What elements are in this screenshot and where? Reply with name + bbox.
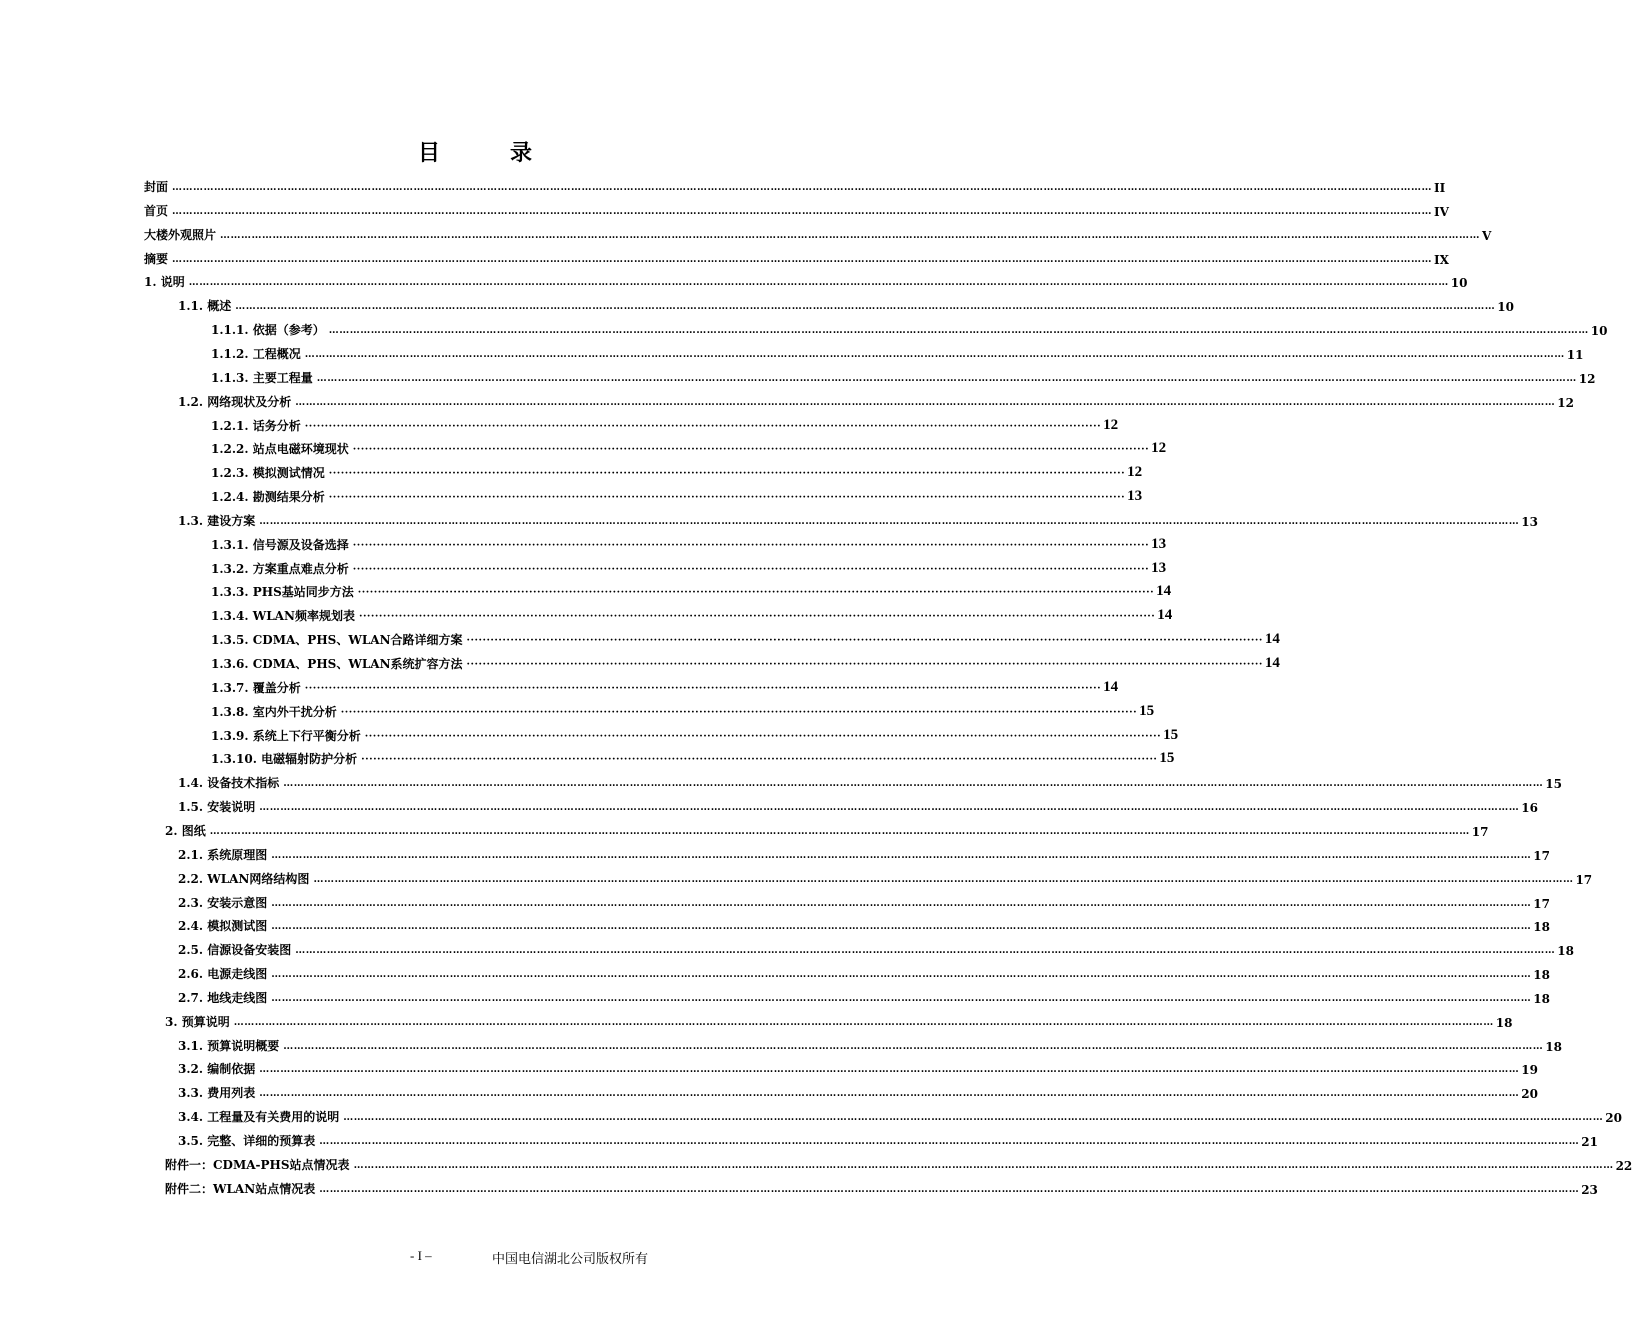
- toc-entry-label: 2.7. 地线走线图: [178, 991, 268, 1005]
- toc-entry-page: 18: [1495, 1016, 1513, 1030]
- toc-entry-page: 12: [1127, 464, 1143, 480]
- toc-entry-label: 附件二：WLAN站点情况表: [165, 1182, 316, 1196]
- toc-entry-page: V: [1482, 229, 1492, 243]
- toc-leader-dots: ………………………………………………………………………………………………………………………………………………………………………………………………………………………………………………………………………………………………………………………………: [271, 969, 1532, 980]
- toc-leader-dots: ………………………………………………………………………………………………………………………………………………………………………………………………………………………………………………………………………………………………………………………………: [220, 230, 1481, 241]
- toc-leader-dots: ………………………………………………………………………………………………………………………………………………………………………………………………………………………………………………………………………………………………………………………………: [328, 325, 1589, 336]
- toc-entry-label: 1.3.4. WLAN频率规划表: [211, 609, 355, 623]
- toc-entry-label: 2.5. 信源设备安装图: [178, 943, 292, 957]
- toc-entry-label: 1.5. 安装说明: [178, 800, 256, 814]
- toc-entry-label: 1.2.2. 站点电磁环境现状: [211, 442, 349, 456]
- toc-entry-page: 17: [1533, 897, 1550, 911]
- toc-entry[interactable]: [178, 845, 1550, 863]
- toc-leader-dots: ········································································································································································································: [352, 564, 1150, 575]
- toc-entry-page: 14: [1157, 607, 1173, 623]
- toc-entry-label: 3.4. 工程量及有关费用的说明: [178, 1110, 340, 1124]
- toc-entry[interactable]: [211, 416, 1119, 434]
- toc-leader-dots: ········································································································································································································: [340, 707, 1138, 718]
- toc-entry-page: 14: [1264, 655, 1280, 671]
- toc-entry-page: 18: [1557, 944, 1574, 958]
- toc-entry-label: 3. 预算说明: [165, 1015, 230, 1029]
- toc-entry-page: 19: [1521, 1063, 1538, 1077]
- title-part-2: 录: [510, 140, 533, 166]
- toc-leader-dots: ………………………………………………………………………………………………………………………………………………………………………………………………………………………………………………………………………………………………………………………………: [259, 1088, 1520, 1099]
- toc-entry[interactable]: [211, 559, 1167, 577]
- toc-leader-dots: ………………………………………………………………………………………………………………………………………………………………………………………………………………………………………………………………………………………………………………………………: [316, 373, 1577, 384]
- toc-entry[interactable]: [178, 773, 1562, 791]
- toc-entry-page: IV: [1434, 205, 1449, 219]
- toc-entry-label: 1.2.3. 模拟测试情况: [211, 466, 325, 480]
- toc-entry[interactable]: [211, 487, 1143, 505]
- toc-entry-page: 15: [1139, 703, 1155, 719]
- toc-leader-dots: ········································································································································································································: [304, 683, 1102, 694]
- toc-leader-dots: ………………………………………………………………………………………………………………………………………………………………………………………………………………………………………………………………………………………………………………………………: [319, 1184, 1580, 1195]
- toc-entry[interactable]: [211, 582, 1172, 600]
- toc-entry-label: 1.1.1. 依据（参考）: [211, 323, 325, 337]
- toc-entry-page: 23: [1581, 1183, 1598, 1197]
- toc-entry-label: 1.3.5. CDMA、PHS、WLAN合路详细方案: [211, 633, 463, 647]
- toc-entry-label: 2.4. 模拟测试图: [178, 919, 268, 933]
- toc-leader-dots: ………………………………………………………………………………………………………………………………………………………………………………………………………………………………………………………………………………………………………………………………: [188, 277, 1449, 288]
- toc-entry[interactable]: [165, 821, 1489, 839]
- toc-entry-page: 20: [1521, 1087, 1538, 1101]
- toc-leader-dots: ········································································································································································································: [352, 540, 1150, 551]
- toc-entry-page: 13: [1151, 560, 1167, 576]
- toc-entry[interactable]: [178, 1131, 1598, 1149]
- toc-leader-dots: ………………………………………………………………………………………………………………………………………………………………………………………………………………………………………………………………………………………………………………………………: [343, 1112, 1604, 1123]
- toc-entry-label: 2.6. 电源走线图: [178, 967, 268, 981]
- toc-entry[interactable]: [211, 702, 1155, 720]
- toc-leader-dots: ········································································································································································································: [358, 611, 1156, 622]
- toc-entry-label: 1.1.2. 工程概况: [211, 347, 301, 361]
- toc-entry-page: 13: [1127, 488, 1143, 504]
- toc-entry-page: 18: [1533, 920, 1550, 934]
- toc-leader-dots: ………………………………………………………………………………………………………………………………………………………………………………………………………………………………………………………………………………………………………………………………: [283, 1041, 1544, 1052]
- toc-leader-dots: ………………………………………………………………………………………………………………………………………………………………………………………………………………………………………………………………………………………………………………………………: [304, 349, 1565, 360]
- toc-leader-dots: ………………………………………………………………………………………………………………………………………………………………………………………………………………………………………………………………………………………………………………………………: [259, 516, 1520, 527]
- toc-entry-label: 1.3.8. 室内外干扰分析: [211, 705, 337, 719]
- toc-entry-page: 12: [1578, 372, 1596, 386]
- toc-entry-page: 12: [1557, 396, 1574, 410]
- toc-entry-label: 2.1. 系统原理图: [178, 848, 268, 862]
- toc-entry[interactable]: [178, 893, 1550, 911]
- toc-entry-label: 首页: [144, 204, 169, 218]
- toc-entry[interactable]: [178, 1036, 1562, 1054]
- page-title: [0, 136, 950, 167]
- toc-entry[interactable]: [211, 320, 1608, 338]
- toc-entry-page: 13: [1151, 536, 1167, 552]
- toc-leader-dots: ………………………………………………………………………………………………………………………………………………………………………………………………………………………………………………………………………………………………………………………………: [271, 850, 1532, 861]
- toc-entry[interactable]: [211, 654, 1280, 672]
- toc-entry[interactable]: [211, 439, 1167, 457]
- toc-entry-label: 1.2. 网络现状及分析: [178, 395, 292, 409]
- toc-entry[interactable]: [178, 940, 1574, 958]
- toc-entry[interactable]: [211, 678, 1119, 696]
- toc-entry-label: 大楼外观照片: [144, 228, 217, 242]
- toc-entry-page: 22: [1615, 1159, 1632, 1173]
- toc-leader-dots: ········································································································································································································: [328, 492, 1126, 503]
- toc-entry-page: 14: [1103, 679, 1119, 695]
- toc-entry[interactable]: [178, 869, 1593, 887]
- toc-entry-page: 15: [1545, 777, 1562, 791]
- toc-entry-page: 15: [1159, 750, 1175, 766]
- toc-entry[interactable]: [144, 249, 1449, 267]
- toc-entry-label: 2.3. 安装示意图: [178, 896, 268, 910]
- toc-leader-dots: ………………………………………………………………………………………………………………………………………………………………………………………………………………………………………………………………………………………………………………………………: [271, 921, 1532, 932]
- toc-entry-label: 1.2.4. 勘测结果分析: [211, 490, 325, 504]
- toc-leader-dots: ………………………………………………………………………………………………………………………………………………………………………………………………………………………………………………………………………………………………………………………………: [353, 1160, 1614, 1171]
- toc-leader-dots: ………………………………………………………………………………………………………………………………………………………………………………………………………………………………………………………………………………………………………………………………: [271, 898, 1532, 909]
- toc-entry[interactable]: [211, 368, 1596, 386]
- toc-entry-page: 17: [1471, 825, 1489, 839]
- toc-entry-page: 14: [1264, 631, 1280, 647]
- toc-leader-dots: ········································································································································································································: [328, 468, 1126, 479]
- toc-entry[interactable]: [178, 988, 1550, 1006]
- toc-entry-label: 封面: [144, 180, 169, 194]
- toc-entry[interactable]: [178, 1083, 1538, 1101]
- toc-entry-label: 1.1.3. 主要工程量: [211, 371, 313, 385]
- toc-entry[interactable]: [178, 1107, 1622, 1125]
- toc-leader-dots: ………………………………………………………………………………………………………………………………………………………………………………………………………………………………………………………………………………………………………………………………: [259, 802, 1520, 813]
- toc-entry[interactable]: [178, 797, 1538, 815]
- toc-entry[interactable]: [144, 225, 1492, 243]
- toc-entry[interactable]: [144, 272, 1468, 290]
- toc-entry[interactable]: [211, 726, 1179, 744]
- toc-entry[interactable]: [144, 201, 1449, 219]
- toc-leader-dots: ………………………………………………………………………………………………………………………………………………………………………………………………………………………………………………………………………………………………………………………………: [172, 206, 1433, 217]
- toc-entry[interactable]: [165, 1155, 1632, 1173]
- toc-entry-page: 17: [1575, 873, 1593, 887]
- footer-page-number: - I –: [410, 1248, 432, 1263]
- toc-entry-page: 10: [1590, 324, 1608, 338]
- toc-entry-label: 1.3.7. 覆盖分析: [211, 681, 301, 695]
- toc-entry-page: 18: [1533, 992, 1550, 1006]
- toc-entry-page: 15: [1163, 727, 1179, 743]
- toc-entry-label: 2. 图纸: [165, 824, 206, 838]
- toc-entry-label: 摘要: [144, 252, 169, 266]
- toc-leader-dots: ………………………………………………………………………………………………………………………………………………………………………………………………………………………………………………………………………………………………………………………………: [283, 778, 1544, 789]
- toc-entry[interactable]: [211, 749, 1175, 767]
- toc-leader-dots: ········································································································································································································: [352, 444, 1150, 455]
- toc-entry-label: 3.1. 预算说明概要: [178, 1039, 280, 1053]
- toc-leader-dots: ········································································································································································································: [361, 754, 1158, 765]
- toc-entry-page: 10: [1450, 276, 1468, 290]
- toc-entry[interactable]: [178, 1059, 1538, 1077]
- toc-entry-page: 18: [1533, 968, 1550, 982]
- toc-entry-page: 17: [1533, 849, 1550, 863]
- toc-entry-page: 13: [1521, 515, 1538, 529]
- toc-entry-page: 18: [1545, 1040, 1562, 1054]
- toc-leader-dots: ………………………………………………………………………………………………………………………………………………………………………………………………………………………………………………………………………………………………………………………………: [295, 945, 1556, 956]
- toc-entry[interactable]: [211, 630, 1280, 648]
- toc-entry-page: 14: [1156, 583, 1172, 599]
- toc-entry-page: 10: [1497, 300, 1514, 314]
- toc-entry-label: 1.3.2. 方案重点难点分析: [211, 562, 349, 576]
- toc-entry-label: 2.2. WLAN网络结构图: [178, 872, 310, 886]
- toc-leader-dots: ········································································································································································································: [466, 635, 1263, 646]
- title-part-1: 目: [417, 140, 440, 166]
- toc-entry[interactable]: [211, 344, 1584, 362]
- toc-entry-page: 12: [1103, 417, 1119, 433]
- toc-entry[interactable]: [211, 606, 1173, 624]
- toc-entry[interactable]: [178, 964, 1550, 982]
- toc-entry-label: 1.3.10. 电磁辐射防护分析: [211, 752, 358, 766]
- toc-entry-label: 1.3.3. PHS基站同步方法: [211, 585, 354, 599]
- toc-entry-label: 附件一：CDMA-PHS站点情况表: [165, 1158, 350, 1172]
- toc-entry-label: 1.3.9. 系统上下行平衡分析: [211, 729, 361, 743]
- toc-entry-label: 1.2.1. 话务分析: [211, 419, 301, 433]
- toc-entry-label: 1.3.1. 信号源及设备选择: [211, 538, 349, 552]
- toc-leader-dots: ········································································································································································································: [466, 659, 1263, 670]
- toc-entry[interactable]: [165, 1179, 1598, 1197]
- toc-leader-dots: ………………………………………………………………………………………………………………………………………………………………………………………………………………………………………………………………………………………………………………………………: [233, 1017, 1494, 1028]
- toc-leader-dots: ………………………………………………………………………………………………………………………………………………………………………………………………………………………………………………………………………………………………………………………………: [209, 826, 1470, 837]
- toc-entry[interactable]: [178, 296, 1514, 314]
- toc-entry-page: 21: [1581, 1135, 1598, 1149]
- toc-entry-label: 1.3.6. CDMA、PHS、WLAN系统扩容方法: [211, 657, 463, 671]
- toc-leader-dots: ………………………………………………………………………………………………………………………………………………………………………………………………………………………………………………………………………………………………………………………………: [172, 254, 1433, 265]
- footer-copyright: 中国电信湖北公司版权所有: [492, 1251, 649, 1266]
- toc-leader-dots: ………………………………………………………………………………………………………………………………………………………………………………………………………………………………………………………………………………………………………………………………: [295, 397, 1556, 408]
- toc-leader-dots: ········································································································································································································: [304, 421, 1102, 432]
- toc-entry[interactable]: [178, 392, 1574, 410]
- toc-entry-label: 1. 说明: [144, 275, 185, 289]
- toc-leader-dots: ………………………………………………………………………………………………………………………………………………………………………………………………………………………………………………………………………………………………………………………………: [319, 1136, 1580, 1147]
- toc-leader-dots: ………………………………………………………………………………………………………………………………………………………………………………………………………………………………………………………………………………………………………………………………: [259, 1064, 1520, 1075]
- toc-entry-label: 3.3. 费用列表: [178, 1086, 256, 1100]
- toc-entry-page: II: [1434, 181, 1446, 195]
- toc-leader-dots: ………………………………………………………………………………………………………………………………………………………………………………………………………………………………………………………………………………………………………………………………: [235, 301, 1496, 312]
- toc-entry-page: 11: [1566, 348, 1584, 362]
- toc-entry-page: 20: [1605, 1111, 1622, 1125]
- toc-entry-label: 1.1. 概述: [178, 299, 232, 313]
- toc-entry[interactable]: [211, 463, 1143, 481]
- toc-entry[interactable]: [178, 916, 1550, 934]
- toc-entry-label: 3.5. 完整、详细的预算表: [178, 1134, 316, 1148]
- toc-leader-dots: ………………………………………………………………………………………………………………………………………………………………………………………………………………………………………………………………………………………………………………………………: [271, 993, 1532, 1004]
- toc-entry[interactable]: [144, 177, 1446, 195]
- toc-entry-page: 12: [1151, 440, 1167, 456]
- toc-entry[interactable]: [211, 535, 1167, 553]
- toc-leader-dots: ········································································································································································································: [357, 587, 1155, 598]
- toc-leader-dots: ········································································································································································································: [364, 731, 1162, 742]
- toc-entry-page: 16: [1521, 801, 1538, 815]
- toc-entry-label: 1.3. 建设方案: [178, 514, 256, 528]
- toc-entry-page: IX: [1434, 253, 1449, 267]
- toc-entry-label: 3.2. 编制依据: [178, 1062, 256, 1076]
- toc-entry-label: 1.4. 设备技术指标: [178, 776, 280, 790]
- toc-leader-dots: ………………………………………………………………………………………………………………………………………………………………………………………………………………………………………………………………………………………………………………………………: [313, 874, 1574, 885]
- toc-entry[interactable]: [165, 1012, 1513, 1030]
- toc-leader-dots: ………………………………………………………………………………………………………………………………………………………………………………………………………………………………………………………………………………………………………………………………: [172, 182, 1433, 193]
- toc-entry[interactable]: [178, 511, 1538, 529]
